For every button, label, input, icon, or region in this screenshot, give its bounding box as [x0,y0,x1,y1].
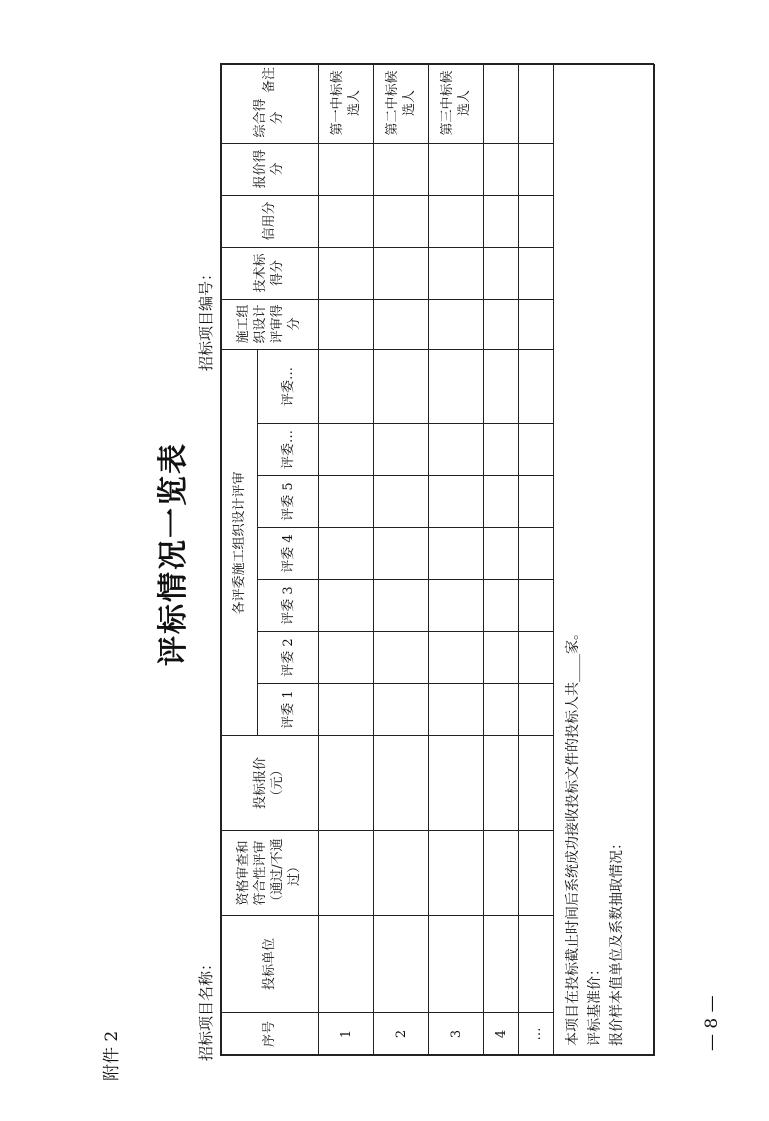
header-total: 综合得分 [253,98,285,138]
row-5-remark [520,66,552,140]
header-judge-5: 评委 5 [280,482,296,521]
row-2-seq: 2 [393,1029,409,1039]
header-remark: 备注 [261,67,277,94]
row-3-remark: 第三中标候选人 [440,70,472,136]
header-price-score: 报价得分 [253,149,285,189]
project-no-label: 招标项目编号： [197,265,215,371]
header-tech-score: 技术标得分 [253,253,285,293]
header-judge-1: 评委 1 [280,690,296,729]
footer-line-2: 评标基准价： [587,962,603,1046]
project-name-label: 招标项目名称： [197,955,215,1061]
header-judge-6: 评委… [280,430,296,470]
row-4-remark [485,66,517,140]
header-design-score: 施工组织设计评审得分 [236,304,302,344]
footer-line-1: 本项目在投标截止时间后系统成功接收投标文件的投标人共____家。 [565,626,581,1046]
header-judge-group: 各评委施工组织设计评审 [231,471,247,615]
page-number: — 8 — [702,995,722,1051]
row-4-seq: 4 [493,1029,509,1039]
evaluation-table [220,64,654,1056]
attachment-label: 附件 2 [102,1030,122,1081]
row-1-seq: 1 [338,1029,354,1039]
header-judge-2: 评委 2 [280,638,296,677]
page-title: 评标情况一览表 [156,442,191,666]
row-5-seq: … [528,1027,544,1041]
header-seq: 序号 [261,1021,277,1048]
header-bidder: 投标单位 [261,938,277,991]
row-2-remark: 第二中标候选人 [385,70,417,136]
header-credit: 信用分 [261,201,277,241]
header-judge-3: 评委 3 [280,586,296,625]
header-judge-4: 评委 4 [280,534,296,573]
header-price: 投标报价（元） [253,757,285,810]
header-qualification: 资格审查和符合性评审（通过/不通过） [236,838,302,908]
footer-line-3: 报价样本值单位及系数抽取情况： [609,836,625,1046]
row-3-seq: 3 [448,1029,464,1039]
header-judge-7: 评委… [280,367,296,407]
row-1-remark: 第一中标候选人 [330,70,362,136]
